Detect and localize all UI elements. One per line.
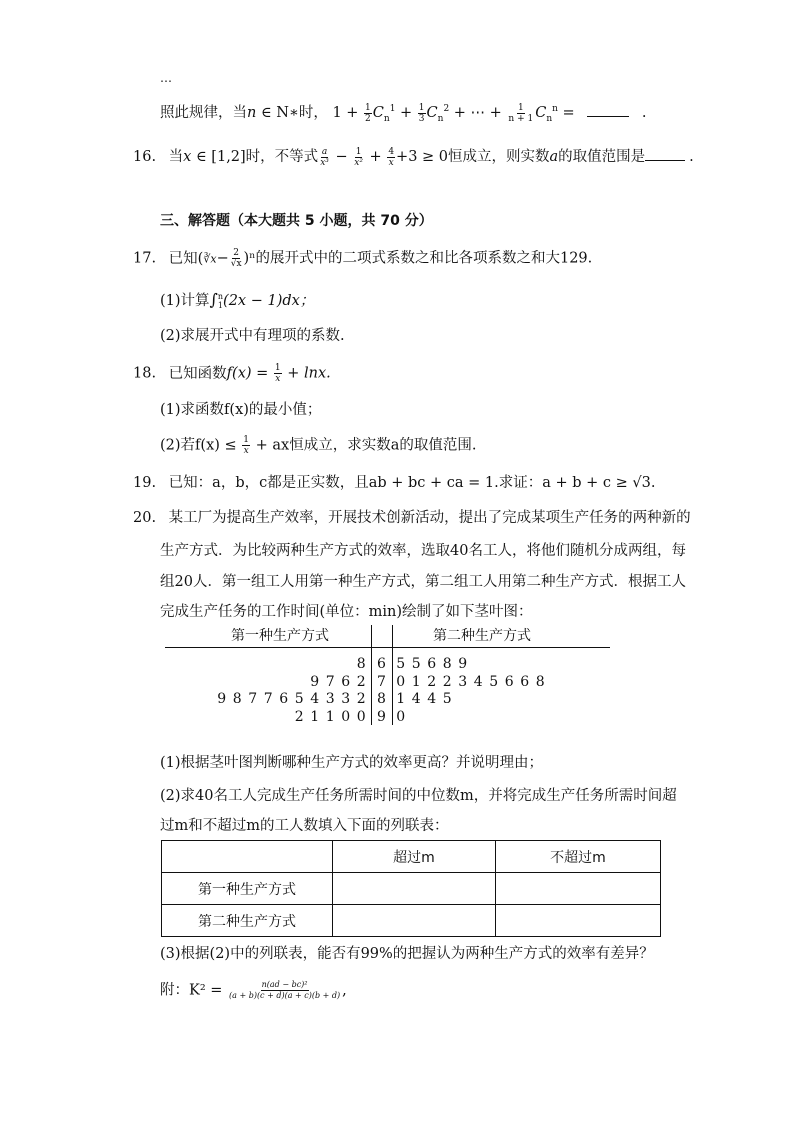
cell-method1-not-over[interactable] — [496, 873, 661, 905]
leaf-digit: 0 — [341, 708, 351, 725]
stem-row-left-leaves — [292, 709, 370, 725]
leaf-digit: 5 — [396, 656, 406, 672]
section-3-heading: 三、解答题（本大题共 5 小题，共 70 分） — [160, 213, 433, 229]
q16-frac-4: $\frac{4}{x}$ — [388, 146, 395, 168]
stem-leaf-plot — [165, 625, 610, 725]
q18-part2-frac: $\frac{1}{x}$ — [243, 435, 249, 456]
leaf-digit: 0 — [356, 708, 366, 725]
q16-frac-1: $\frac{1}{\text{x²}}$ — [354, 146, 363, 168]
k2-fraction: $\frac{\text{n(ad − bc)²}}{(a + b)(c + d)(a + c)(b + d)}$ — [229, 980, 341, 1000]
answer-blank[interactable] — [587, 102, 629, 117]
leaf-digit: 1 — [325, 708, 335, 725]
stem-row-right-leaves — [393, 674, 548, 690]
question-17: 17. 已知(∛x− $\frac{2}{√x}$ )ⁿ的展开式中的二项式系数之和比各项系数之和大129. — [133, 248, 593, 269]
table-row — [162, 873, 661, 905]
question-20 — [133, 508, 691, 528]
left-header: 第一种生产方式 — [231, 628, 329, 644]
q17-part-1: (1)计算∫ n 1 (2x − 1)dx； — [160, 290, 315, 310]
cell-method2-not-over[interactable] — [496, 905, 661, 937]
cell-method2-over[interactable] — [333, 905, 496, 937]
stem-digit: 6 — [377, 656, 386, 672]
row-label-method-2: 第二种生产方式 — [162, 905, 333, 937]
q18-frac: $\frac{1}{x}$ — [274, 363, 281, 384]
q20-line-3: 组20人．第一组工人用第一种生产方式，第二组工人用第二种生产方式．根据工人 — [160, 574, 686, 590]
question-19 — [133, 473, 655, 493]
q20-part-3: (3)根据(2)中的列联表，能否有99%的把握认为两种生产方式的效率有差异？ — [160, 946, 654, 962]
leaf-digit: 4 — [473, 673, 483, 690]
pattern-rule-line: 照此规律，当n ∈ N∗时， 1 + $\frac{1}{2}$ $C_n^1$ + $\frac{1}{3}$ $C_n^2$ + ⋯ + $\frac{1}{n + 1}$ $C_n^n$ = . — [160, 102, 647, 124]
q20-part-1: (1)根据茎叶图判断哪种生产方式的效率更高？并说明理由； — [160, 755, 544, 771]
leaf-digit: 6 — [279, 691, 289, 707]
frac-third: $\frac{1}{3}$ — [418, 102, 425, 124]
appendix-formula: 附：K² = $\frac{\text{n(ad − bc)²}}{(a + b)(c + d)(a + c)(b + d)}$ , — [160, 980, 347, 1000]
q20-line-4: 完成生产任务的工作时间(单位：min)绘制了如下茎叶图： — [160, 604, 533, 620]
leaf-digit: 0 — [396, 673, 406, 690]
q16-frac-a: $\frac{a}{\text{x³}}$ — [320, 146, 329, 168]
leaf-digit: 7 — [263, 691, 273, 707]
q20-part-2a: (2)求40名工人完成生产任务所需时间的中位数m，并将完成生产任务所需时间超 — [160, 788, 677, 804]
q16-range: ∈ [1,2]时，不等式 — [191, 149, 319, 165]
q17-frac: $\frac{2}{√x}$ — [230, 248, 242, 269]
frac-n-plus-1: $\frac{1}{n + 1}$ — [508, 102, 534, 124]
leaf-digit: 7 — [248, 691, 258, 707]
leaf-digit: 1 — [310, 708, 320, 725]
header-divider — [165, 647, 610, 648]
q16-number: 16. — [133, 149, 157, 165]
term-one: 1 + — [332, 105, 359, 121]
leaf-digit: 9 — [310, 673, 320, 690]
q18-part-2: (2)若f(x) ≤ $\frac{1}{x}$ + ax恒成立，求实数a的取值范围. — [160, 435, 477, 456]
leaf-digit: 5 — [411, 656, 421, 672]
stem-row-left-leaves — [354, 656, 370, 672]
q17-number: 17. — [133, 250, 157, 267]
leaf-digit: 7 — [325, 673, 335, 690]
leaf-digit: 2 — [356, 691, 366, 707]
set-text: ∈ N∗时， — [256, 105, 328, 121]
stem-digit: 9 — [377, 708, 386, 725]
question-16: 16. 当x ∈ [1,2]时，不等式 $\frac{a}{\text{x³}}$ − $\frac{1}{\text{x²}}$ + $\frac{4}{x}$ +3 ≥ 0恒成立，则实数a的取值范围是 . — [133, 146, 694, 168]
ellipsis: … — [160, 71, 172, 85]
cell-method1-over[interactable] — [333, 873, 496, 905]
leaf-digit: 6 — [504, 673, 514, 690]
stem-digit: 8 — [377, 691, 386, 707]
leaf-digit: 5 — [442, 691, 452, 707]
leaf-digit: 9 — [217, 691, 227, 707]
var-n: n — [247, 105, 257, 121]
leaf-digit: 9 — [458, 656, 468, 672]
q20-part-2b: 过m和不超过m的工人数填入下面的列联表： — [160, 818, 449, 834]
leaf-digit: 3 — [325, 691, 335, 707]
leaf-digit: 0 — [396, 708, 406, 725]
table-header-row — [162, 841, 661, 873]
q16-tail: +3 ≥ 0恒成立，则实数 — [396, 149, 550, 165]
q19-text: 已知：a，b，c都是正实数，且ab + bc + ca = 1.求证：a + b + c ≥ √3. — [168, 475, 656, 491]
leaf-digit: 2 — [356, 673, 366, 690]
header-over-m: 超过m — [333, 841, 496, 873]
stem-row-right-leaves — [393, 709, 409, 725]
period: . — [641, 105, 647, 121]
q17-text: )ⁿ的展开式中的二项式系数之和比各项系数之和大129. — [243, 250, 593, 267]
header-not-over-m: 不超过m — [496, 841, 661, 873]
q20-number: 20. — [133, 510, 157, 526]
q19-number: 19. — [133, 475, 157, 491]
leaf-digit: 5 — [294, 691, 304, 707]
stem-row-left-leaves — [307, 674, 369, 690]
leaf-digit: 3 — [341, 691, 351, 707]
frac-half: $\frac{1}{2}$ — [365, 102, 371, 124]
leaf-digit: 4 — [310, 691, 320, 707]
leaf-digit: 6 — [427, 656, 437, 672]
q16-pre: 当 — [168, 149, 184, 165]
right-header: 第二种生产方式 — [433, 628, 531, 644]
leaf-digit: 8 — [442, 656, 452, 672]
leaf-digit: 2 — [442, 673, 452, 690]
leaf-digit: 6 — [520, 673, 530, 690]
leaf-digit: 8 — [356, 656, 366, 672]
leaf-digit: 8 — [535, 673, 545, 690]
q16-blank[interactable] — [645, 146, 685, 161]
integral-sign: ∫ — [209, 290, 218, 309]
leaf-digit: 1 — [411, 673, 421, 690]
leaf-digit: 5 — [489, 673, 499, 690]
q18-number: 18. — [133, 365, 157, 382]
leaf-digit: 2 — [294, 708, 304, 725]
question-18: 18. 已知函数f(x) = $\frac{1}{x}$ + lnx. — [133, 363, 331, 384]
leaf-digit: 4 — [427, 691, 437, 707]
stem-digit: 7 — [377, 673, 386, 690]
leaf-digit: 2 — [427, 673, 437, 690]
stem-row-right-leaves — [393, 656, 471, 672]
leaf-digit: 4 — [411, 691, 421, 707]
leaf-digit: 6 — [341, 673, 351, 690]
stem-row-left-leaves — [214, 691, 369, 707]
q17-part-2: (2)求展开式中有理项的系数. — [160, 328, 345, 344]
stem-row-right-leaves — [393, 691, 455, 707]
table-row — [162, 905, 661, 937]
q20-line-1: 某工厂为提高生产效率，开展技术创新活动，提出了完成某项生产任务的两种新的 — [168, 510, 691, 526]
pattern-prefix: 照此规律，当 — [160, 105, 247, 121]
q20-line-2: 生产方式．为比较两种生产方式的效率，选取40名工人，将他们随机分成两组，每 — [160, 543, 686, 559]
q18-part-1: (1)求函数f(x)的最小值； — [160, 402, 322, 418]
row-label-method-1: 第一种生产方式 — [162, 873, 333, 905]
header-empty-cell — [162, 841, 333, 873]
leaf-digit: 1 — [396, 691, 406, 707]
contingency-table — [161, 840, 661, 937]
leaf-digit: 8 — [232, 691, 242, 707]
q16-tail2: 的取值范围是 — [558, 149, 646, 165]
leaf-digit: 3 — [458, 673, 468, 690]
